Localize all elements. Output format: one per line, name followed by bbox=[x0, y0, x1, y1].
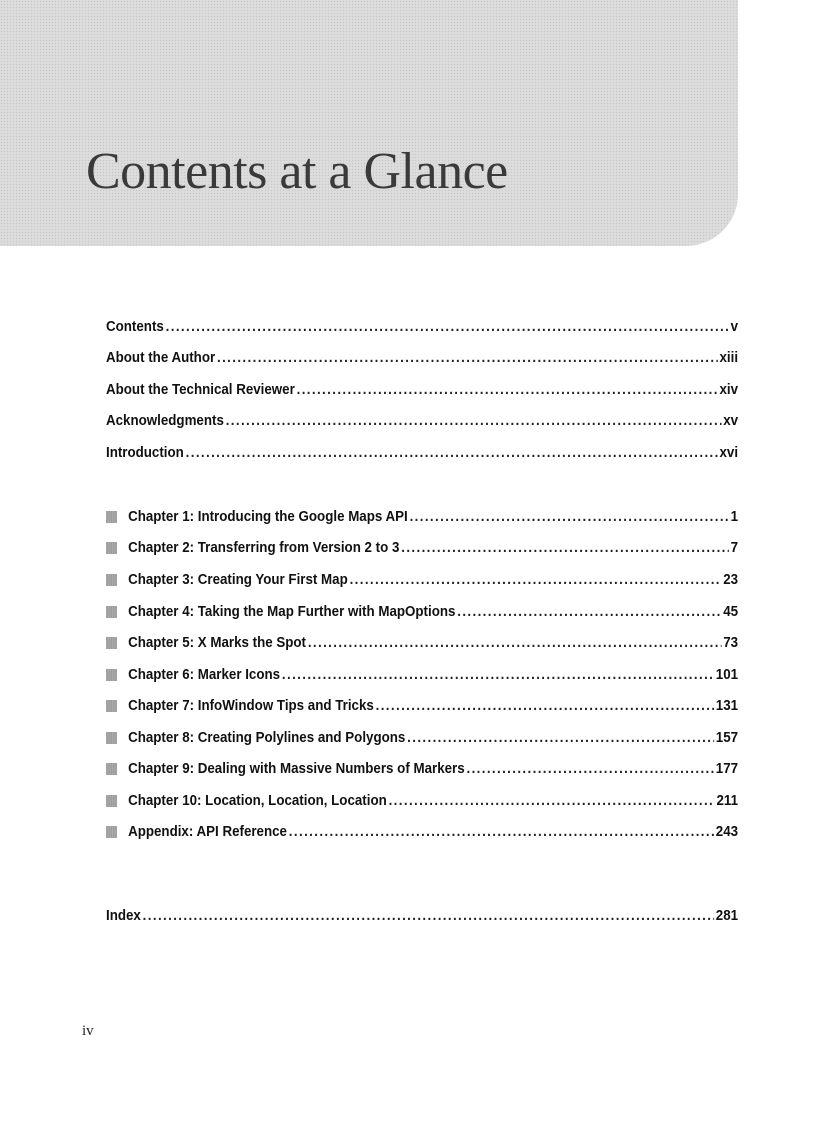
chapter-bullet-icon bbox=[106, 795, 117, 807]
toc-entry-label: Introduction bbox=[106, 445, 184, 461]
dot-leader bbox=[143, 904, 714, 928]
toc-entry-page: 157 bbox=[715, 730, 739, 746]
dot-leader bbox=[350, 568, 722, 592]
dot-leader bbox=[376, 694, 714, 718]
chapter-bullet-icon bbox=[106, 637, 117, 649]
dot-leader bbox=[401, 536, 729, 560]
toc-entry-label: Appendix: API Reference bbox=[128, 824, 287, 840]
toc-entry-chapter-8[interactable] bbox=[106, 726, 738, 750]
toc-entry-page: 281 bbox=[715, 908, 739, 924]
dot-leader bbox=[407, 726, 714, 750]
toc-entry-page: xvi bbox=[719, 445, 739, 461]
toc-entry-chapter-3[interactable] bbox=[106, 568, 738, 592]
toc-entry-introduction[interactable] bbox=[106, 441, 738, 465]
toc-entry-label: Index bbox=[106, 908, 141, 924]
chapter-bullet-icon bbox=[106, 574, 117, 586]
header-band bbox=[0, 0, 738, 246]
dot-leader bbox=[289, 820, 714, 844]
toc-entry-label: Contents bbox=[106, 319, 164, 335]
toc-entry-chapter-5[interactable] bbox=[106, 631, 738, 655]
toc-entry-label: Chapter 4: Taking the Map Further with MapOptions bbox=[128, 604, 456, 620]
dot-leader bbox=[166, 315, 729, 339]
toc-entry-page: 131 bbox=[715, 698, 739, 714]
toc-entry-label: Chapter 3: Creating Your First Map bbox=[128, 572, 348, 588]
dot-leader bbox=[410, 505, 729, 529]
toc-entry-page: 211 bbox=[716, 793, 739, 809]
dot-leader bbox=[466, 757, 713, 781]
chapter-bullet-icon bbox=[106, 763, 117, 775]
toc-entry-page: 7 bbox=[730, 540, 739, 556]
dot-leader bbox=[282, 663, 714, 687]
toc-entry-label: About the Technical Reviewer bbox=[106, 382, 295, 398]
toc-entry-page: 45 bbox=[723, 604, 739, 620]
toc-entry-page: 177 bbox=[715, 761, 739, 777]
toc-entry-label: Chapter 10: Location, Location, Location bbox=[128, 793, 387, 809]
toc-entry-label: Chapter 5: X Marks the Spot bbox=[128, 635, 306, 651]
page-title: Contents at a Glance bbox=[86, 143, 508, 200]
dot-leader bbox=[217, 346, 718, 370]
toc-entry-page: xiv bbox=[719, 382, 739, 398]
dot-leader bbox=[457, 600, 721, 624]
toc-entry-label: Chapter 2: Transferring from Version 2 to 3 bbox=[128, 540, 400, 556]
chapter-bullet-icon bbox=[106, 606, 117, 618]
toc-entry-page: 101 bbox=[715, 667, 739, 683]
dot-leader bbox=[308, 631, 722, 655]
toc-entry-chapter-1[interactable] bbox=[106, 505, 738, 529]
toc-entry-appendix[interactable] bbox=[106, 820, 738, 844]
toc-entry-acknowledgments[interactable] bbox=[106, 409, 738, 433]
toc-entry-chapter-2[interactable] bbox=[106, 536, 738, 560]
toc-entry-page: v bbox=[730, 319, 739, 335]
toc-entry-chapter-7[interactable] bbox=[106, 694, 738, 718]
toc-entry-label: Chapter 7: InfoWindow Tips and Tricks bbox=[128, 698, 374, 714]
toc-entry-index[interactable] bbox=[106, 904, 738, 928]
toc-entry-chapter-4[interactable] bbox=[106, 600, 738, 624]
toc-entry-label: Chapter 6: Marker Icons bbox=[128, 667, 281, 683]
toc-entry-page: 73 bbox=[723, 635, 739, 651]
chapter-bullet-icon bbox=[106, 511, 117, 523]
dot-leader bbox=[297, 378, 718, 402]
toc-entry-contents[interactable] bbox=[106, 315, 738, 339]
dot-leader bbox=[226, 409, 722, 433]
toc-entry-label: Acknowledgments bbox=[106, 413, 224, 429]
dot-leader bbox=[389, 789, 715, 813]
toc-entry-page: xv bbox=[723, 413, 739, 429]
toc-entry-about-author[interactable] bbox=[106, 346, 738, 370]
chapter-bullet-icon bbox=[106, 542, 117, 554]
toc-entry-page: 243 bbox=[715, 824, 739, 840]
toc-entry-technical-reviewer[interactable] bbox=[106, 378, 738, 402]
chapter-bullet-icon bbox=[106, 700, 117, 712]
toc-entry-label: Chapter 8: Creating Polylines and Polygons bbox=[128, 730, 406, 746]
chapter-bullet-icon bbox=[106, 732, 117, 744]
chapter-bullet-icon bbox=[106, 826, 117, 838]
toc-entry-chapter-10[interactable] bbox=[106, 789, 738, 813]
toc-entry-page: 23 bbox=[723, 572, 739, 588]
toc-entry-label: Chapter 1: Introducing the Google Maps API bbox=[128, 509, 408, 525]
toc-entry-label: About the Author bbox=[106, 350, 216, 366]
toc-entry-chapter-9[interactable] bbox=[106, 757, 738, 781]
dot-leader bbox=[186, 441, 718, 465]
toc-entry-chapter-6[interactable] bbox=[106, 663, 738, 687]
toc-entry-page: 1 bbox=[730, 509, 739, 525]
toc-entry-page: xiii bbox=[719, 350, 739, 366]
toc-entry-label: Chapter 9: Dealing with Massive Numbers of Markers bbox=[128, 761, 465, 777]
page-number: iv bbox=[82, 1023, 94, 1039]
chapter-bullet-icon bbox=[106, 669, 117, 681]
